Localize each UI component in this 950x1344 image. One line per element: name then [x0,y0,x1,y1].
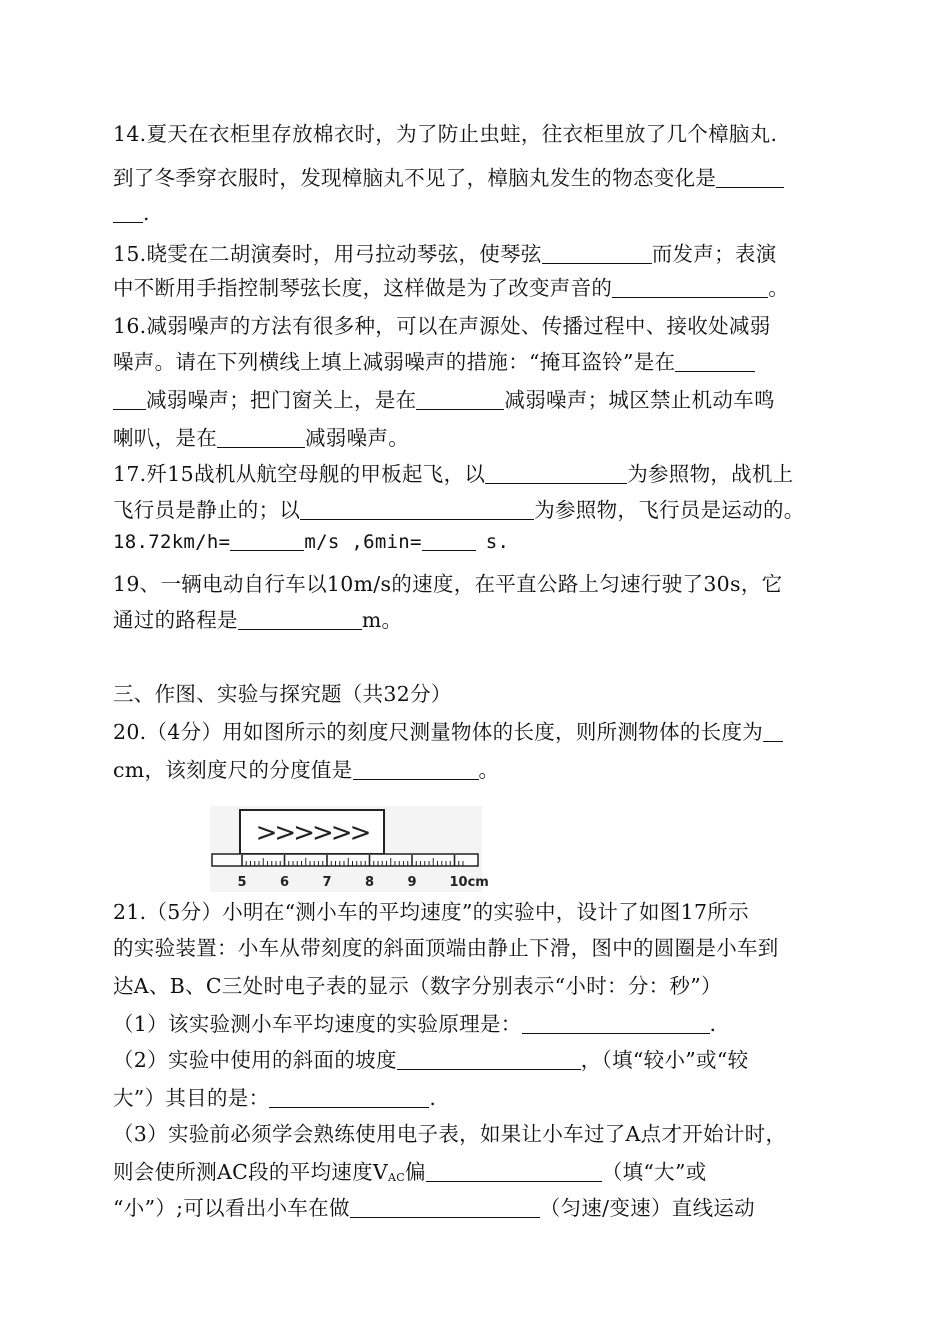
q17-text-a: 17.歼15战机从航空母舰的甲板起飞，以 [113,462,486,486]
q14-line-2 [113,161,784,191]
q15-line-1 [113,237,777,267]
q21-p2-text-c: 大”）其目的是： [113,1086,270,1110]
q15-text-c: 中不断用手指控制琴弦长度，这样做是为了改变声音的 [113,276,613,300]
q18-blank-2[interactable] [422,531,476,551]
q14-blank[interactable] [716,167,784,189]
q16-line-4 [113,421,409,451]
q17-line-1 [113,457,794,487]
q17-blank-2[interactable] [300,499,534,521]
q21-blank-4[interactable] [426,1161,602,1183]
q21-p3-line-3 [113,1191,755,1221]
q16-text-d: 喇叭，是在 [113,426,217,450]
q19-text-b: m。 [361,608,403,632]
q20-line-1 [113,715,783,745]
q15-line-2 [113,271,789,301]
q16-blank-1[interactable] [675,351,755,373]
q16-line-1: 16.减弱噪声的方法有很多种，可以在声源处、传播过程中、接收处减弱 [113,314,771,338]
q16-line-2 [113,345,755,375]
ruler-label-6: 6 [279,875,290,890]
q16-line-3 [113,383,775,413]
q21-p3-text-c: （填“大”或 [601,1160,707,1184]
q14-line-3 [113,201,150,225]
ruler-label-9: 9 [407,875,417,890]
q14-text: 到了冬季穿衣服时，发现樟脑丸不见了，樟脑丸发生的物态变化是 [113,166,717,190]
q21-p3-line-2 [113,1155,707,1185]
q21-p3-text-e: （匀速/变速）直线运动 [539,1196,755,1220]
q21-p3-text-d: “小”）;可以看出小车在做 [113,1196,350,1220]
q16-blank-3[interactable] [217,427,305,449]
ruler-label-8: 8 [364,875,375,890]
q20-blank-2[interactable] [353,759,479,781]
ruler-body [212,854,478,866]
q21-p3-subscript: AC [388,1171,405,1184]
q15-blank-1[interactable] [542,243,652,265]
q21-p1 [113,1007,716,1037]
q20-text-c: 。 [478,758,500,782]
q18-blank-1[interactable] [230,531,304,551]
ruler-label-7: 7 [322,875,332,890]
q17-blank-1[interactable] [485,463,627,485]
q17-text-c: 飞行员是静止的；以 [113,498,301,522]
q21-p2-line-2 [113,1081,436,1111]
q15-text-a: 15.晓雯在二胡演奏时，用弓拉动琴弦，使琴弦 [113,242,542,266]
q21-p2 [113,1043,748,1073]
ruler-figure [210,806,489,892]
q20-line-2 [113,753,499,783]
q18-line [113,531,509,553]
q19-text-a: 通过的路程是 [113,608,238,632]
q21-p3-text-a: 则会使所测AC段的平均速度V [113,1160,388,1184]
q21-blank-3[interactable] [269,1087,429,1109]
q20-blank-1[interactable] [763,721,783,743]
q21-p2-text-a: （2）实验中使用的斜面的坡度 [113,1048,397,1072]
q21-line-3: 达A、B、C三处时电子表的显示（数字分别表示“小时：分：秒”） [113,974,722,998]
q15-blank-2[interactable] [612,277,768,299]
q15-text-d: 。 [768,276,790,300]
q20-text-a: 20.（4分）用如图所示的刻度尺测量物体的长度，则所测物体的长度为 [113,720,764,744]
q18-text-a: 18.72km/h= [113,531,231,553]
q14-blank-cont[interactable] [113,202,143,224]
q16-blank-1-cont[interactable] [113,389,146,411]
q14-line-1: 14.夏天在衣柜里存放棉衣时，为了防止虫蛀，往衣柜里放了几个樟脑丸. [113,122,778,146]
q21-blank-5[interactable] [350,1197,540,1219]
q21-p2-end: . [429,1086,437,1110]
q20-text-b: cm，该刻度尺的分度值是 [113,758,353,782]
q18-text-b: m/s ,6min= [304,531,422,553]
q21-p1-end: . [709,1012,717,1036]
q21-p1-text: （1）该实验测小车平均速度的实验原理是： [113,1012,522,1036]
q19-blank[interactable] [238,609,362,631]
q19-line-1: 19、一辆电动自行车以10m/s的速度，在平直公路上匀速行驶了30s，它 [113,572,783,596]
q15-text-b: 而发声；表演 [651,242,777,266]
q16-text-b: 减弱噪声；把门窗关上，是在 [146,388,417,412]
q16-text-c: 减弱噪声；城区禁止机动车鸣 [504,388,775,412]
q17-text-b: 为参照物，战机上 [627,462,794,486]
q21-p3-line-1: （3）实验前必须学会熟练使用电子表，如果让小车过了A点才开始计时， [113,1122,787,1146]
section-3-title: 三、作图、实验与探究题（共32分） [113,682,452,706]
q17-line-2 [113,493,805,523]
object-chevrons: >>>>>> [255,818,369,848]
q16-blank-2[interactable] [416,389,504,411]
q21-blank-1[interactable] [522,1013,710,1035]
q19-line-2 [113,603,402,633]
q16-text-a: 噪声。请在下列横线上填上减弱噪声的措施：“掩耳盗铃”是在 [113,350,676,374]
q21-p3-text-b: 偏 [404,1160,426,1184]
q21-line-2: 的实验装置：小车从带刻度的斜面顶端由静止下滑，图中的圆圈是小车到 [113,936,779,960]
q21-p2-text-b: ，（填“较小”或“较 [580,1048,749,1072]
q18-text-c: s. [485,531,510,553]
q16-text-e: 减弱噪声。 [305,426,409,450]
q17-text-d: 为参照物，飞行员是运动的。 [534,498,805,522]
ruler-label-5: 5 [237,875,247,890]
q21-line-1: 21.（5分）小明在“测小车的平均速度”的实验中，设计了如图17所示 [113,900,749,924]
q14-end: . [143,201,150,225]
q21-blank-2[interactable] [397,1049,581,1071]
ruler-label-10cm: 10cm [449,875,489,890]
